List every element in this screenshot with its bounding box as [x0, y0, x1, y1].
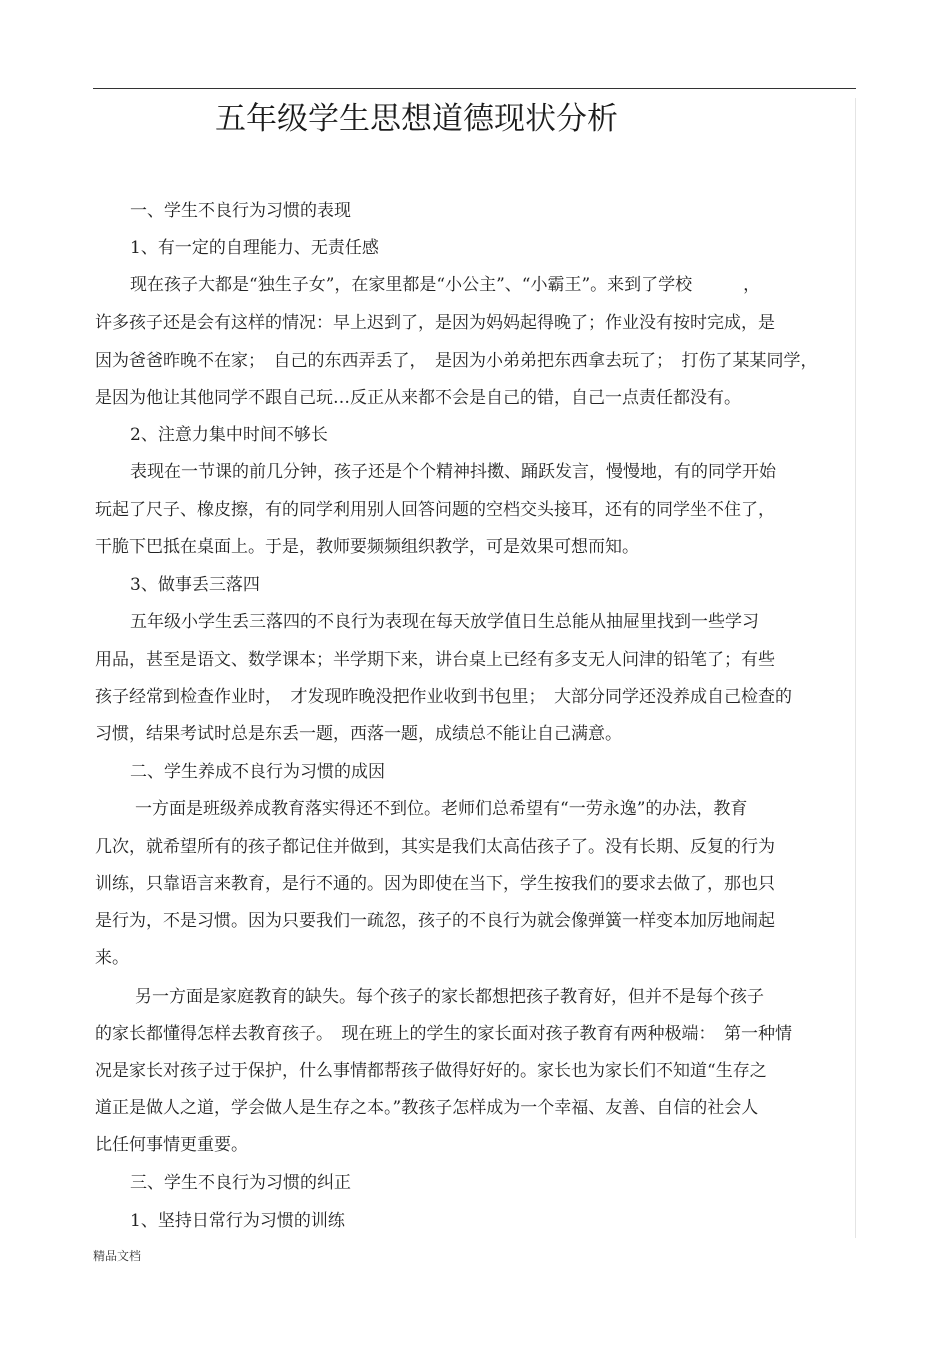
paragraph-line: 干脆下巴抵在桌面上。于是，教师要频频组织教学，可是效果可想而知。	[95, 537, 639, 557]
section-heading-3: 三、学生不良行为习惯的纠正	[130, 1173, 351, 1193]
paragraph-line: 许多孩子还是会有这样的情况：早上迟到了，是因为妈妈起得晚了；作业没有按时完成，是	[95, 313, 775, 333]
paragraph-line: 道正是做人之道，学会做人是生存之本。”教孩子怎样成为一个幸福、友善、自信的社会人	[95, 1098, 759, 1118]
paragraph-line: 习惯，结果考试时总是东丢一题，西落一题，成绩总不能让自己满意。	[95, 724, 622, 744]
paragraph-line: 五年级小学生丢三落四的不良行为表现在每天放学值日生总能从抽屉里找到一些学习	[130, 612, 759, 632]
footer-label: 精品文档	[93, 1249, 142, 1263]
paragraph-line: 是行为，不是习惯。因为只要我们一疏忽，孩子的不良行为就会像弹簧一样变本加厉地闹起	[95, 911, 775, 931]
subheading-1-2: 2、注意力集中时间不够长	[130, 425, 328, 445]
subheading-1-1: 1、有一定的自理能力、无责任感	[130, 238, 379, 258]
paragraph-line: 况是家长对孩子过于保护，什么事情都帮孩子做得好好的。家长也为家长们不知道“生存之	[95, 1061, 767, 1081]
paragraph-line: 孩子经常到检查作业时， 才发现昨晚没把作业收到书包里； 大部分同学还没养成自己检查的	[95, 687, 792, 707]
paragraph-line: 是因为他让其他同学不跟自己玩…反正从来都不会是自己的错，自己一点责任都没有。	[95, 388, 741, 408]
paragraph-line: 用品，甚至是语文、数学课本；半学期下来，讲台桌上已经有多支无人问津的铅笔了；有些	[95, 650, 775, 670]
paragraph-line: 玩起了尺子、橡皮擦，有的同学利用别人回答问题的空档交头接耳，还有的同学坐不住了，	[95, 500, 775, 520]
paragraph-line: 另一方面是家庭教育的缺失。每个孩子的家长都想把孩子教育好，但并不是每个孩子	[135, 987, 764, 1007]
section-heading-2: 二、学生养成不良行为习惯的成因	[130, 762, 385, 782]
paragraph-line: 现在孩子大都是“独生子女”，在家里都是“小公主”、“小霸王”。来到了学校 ，	[130, 275, 761, 295]
paragraph-line: 比任何事情更重要。	[95, 1135, 248, 1155]
subheading-3-1: 1、坚持日常行为习惯的训练	[130, 1211, 345, 1231]
paragraph-line: 一方面是班级养成教育落实得还不到位。老师们总希望有“一劳永逸”的办法，教育	[135, 799, 748, 819]
paragraph-line: 表现在一节课的前几分钟，孩子还是个个精神抖擞、踊跃发言，慢慢地，有的同学开始	[130, 462, 776, 482]
page-title: 五年级学生思想道德现状分析	[215, 101, 618, 137]
section-heading-1: 一、学生不良行为习惯的表现	[130, 201, 351, 221]
paragraph-line: 的家长都懂得怎样去教育孩子。 现在班上的学生的家长面对孩子教育有两种极端： 第一种情	[95, 1024, 792, 1044]
subheading-1-3: 3、做事丢三落四	[130, 575, 260, 595]
paragraph-line: 来。	[95, 948, 129, 968]
page-edge-rule	[855, 98, 856, 1238]
header-rule	[93, 88, 856, 89]
paragraph-line: 因为爸爸昨晚不在家； 自己的东西弄丢了， 是因为小弟弟把东西拿去玩了； 打伤了某某同学，	[95, 351, 818, 371]
paragraph-line: 训练，只靠语言来教育，是行不通的。因为即使在当下，学生按我们的要求去做了，那也只	[95, 874, 775, 894]
paragraph-line: 几次，就希望所有的孩子都记住并做到，其实是我们太高估孩子了。没有长期、反复的行为	[95, 837, 775, 857]
